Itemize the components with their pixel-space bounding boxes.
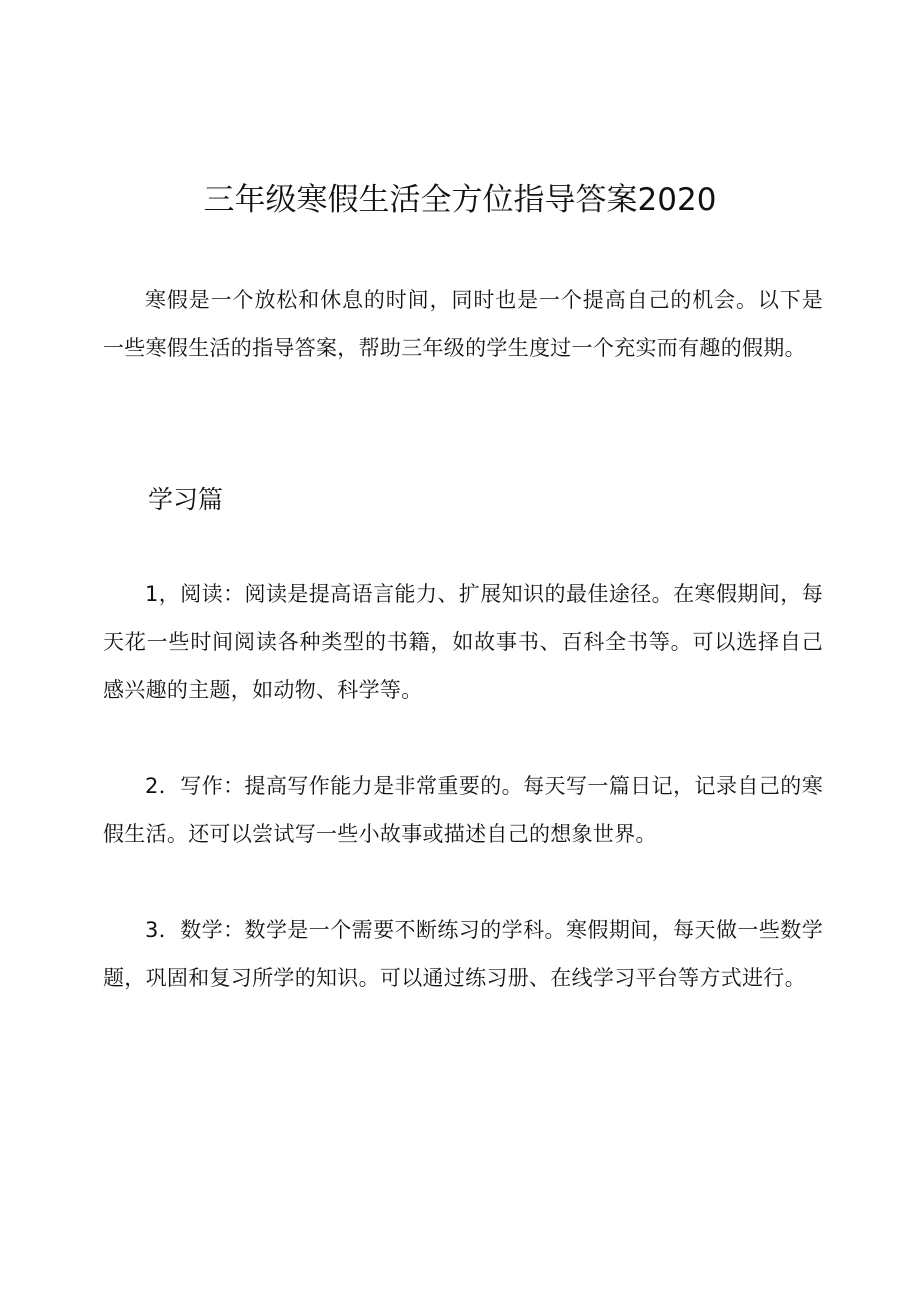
list-item-writing: 2．写作：提高写作能力是非常重要的。每天写一篇日记，记录自己的寒假生活。还可以尝试写一些小故事或描述自己的想象世界。 [103, 774, 823, 846]
list-item-math: 3．数学：数学是一个需要不断练习的学科。寒假期间，每天做一些数学题，巩固和复习所学的知识。可以通过练习册、在线学习平台等方式进行。 [103, 918, 823, 990]
document-title: 三年级寒假生活全方位指导答案2020 [203, 182, 717, 218]
section-heading-study: 学习篇 [148, 485, 224, 514]
intro-paragraph: 寒假是一个放松和休息的时间，同时也是一个提高自己的机会。以下是一些寒假生活的指导答案，帮助三年级的学生度过一个充实而有趣的假期。 [103, 288, 823, 360]
list-item-reading: 1，阅读：阅读是提高语言能力、扩展知识的最佳途径。在寒假期间，每天花一些时间阅读各种类型的书籍，如故事书、百科全书等。可以选择自己感兴趣的主题，如动物、科学等。 [103, 582, 823, 702]
